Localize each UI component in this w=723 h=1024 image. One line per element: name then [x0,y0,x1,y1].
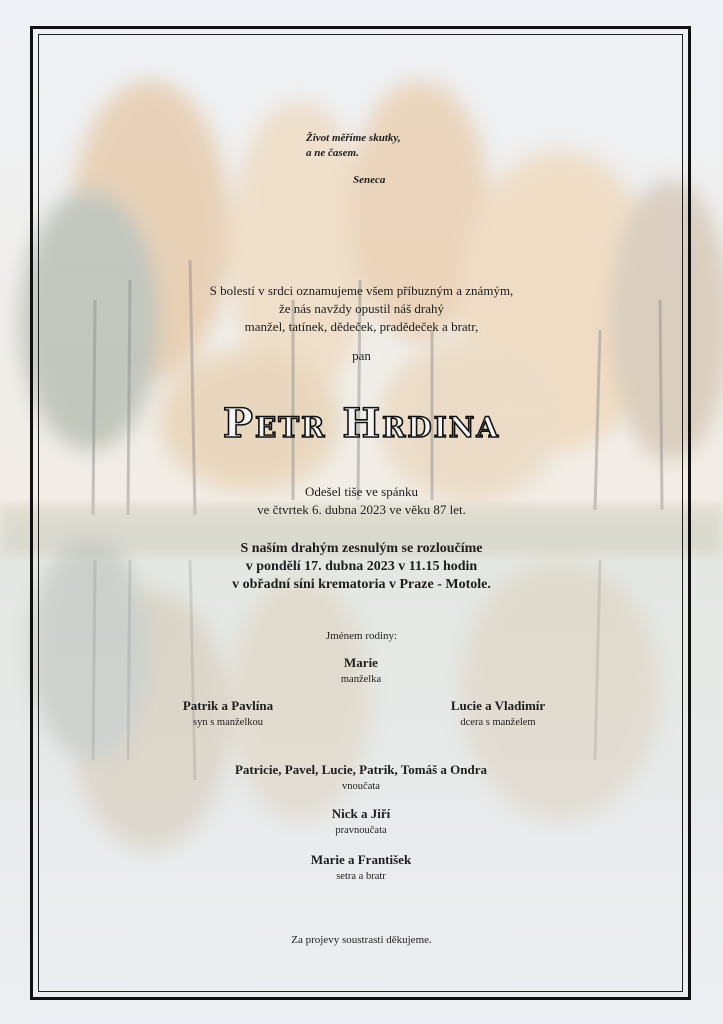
death-info [0,483,723,519]
announcement-line-3: manžel, tatínek, dědeček, pradědeček a bratr, [244,319,479,334]
family-spouse [261,655,461,685]
siblings-names: Marie a František [310,852,412,867]
family-siblings [261,852,461,882]
deceased-name [0,400,723,448]
family-label: Jménem rodiny: [325,630,398,642]
spouse-relation: manželka [340,674,382,685]
closing-thanks: Za projevy soustrasti děkujeme. [291,934,432,946]
daughter-relation: dcera s manželem [460,717,536,728]
quote-block [306,131,506,188]
announcement-line-1: S bolestí v srdci oznamujeme všem příbuzným a známým, [209,283,514,298]
son-name: Patrik a Pavlína [182,698,274,713]
son-relation: syn s manželkou [193,717,263,728]
family-daughter [398,698,598,728]
death-line-1: Odešel tiše ve spánku [304,484,418,499]
grandchildren-relation: vnoučata [342,781,380,792]
quote-author: Seneca [353,174,386,186]
siblings-relation: setra a bratr [336,871,386,882]
ceremony-line-2: v pondělí 17. dubna 2023 v 11.15 hodin [245,559,478,574]
announcement-text [0,282,723,336]
death-line-2: ve čtvrtek 6. dubna 2023 ve věku 87 let. [257,502,466,517]
family-grandchildren [161,762,561,792]
grandchildren-names: Patricie, Pavel, Lucie, Patrik, Tomáš a Ondra [234,762,488,777]
ceremony-line-3: v obřadní síni krematoria v Praze - Motole. [232,577,491,592]
ceremony-info [0,540,723,594]
quote-line-1: Život měříme skutky, [306,132,401,144]
daughter-name: Lucie a Vladimír [450,698,546,713]
family-son [128,698,328,728]
ceremony-line-1: S naším drahým zesnulým se rozloučíme [240,541,483,556]
announcement-line-2: že nás navždy opustil náš drahý [279,301,444,316]
great-grandchildren-relation: pravnoučata [335,825,387,836]
great-grandchildren-names: Nick a Jiří [331,806,391,821]
deceased-name-text: Petr Hrdina [222,400,501,447]
quote-line-2: a ne časem. [306,147,359,159]
family-great-grandchildren [261,806,461,836]
spouse-name: Marie [344,655,378,670]
honorific: pan [352,348,371,363]
